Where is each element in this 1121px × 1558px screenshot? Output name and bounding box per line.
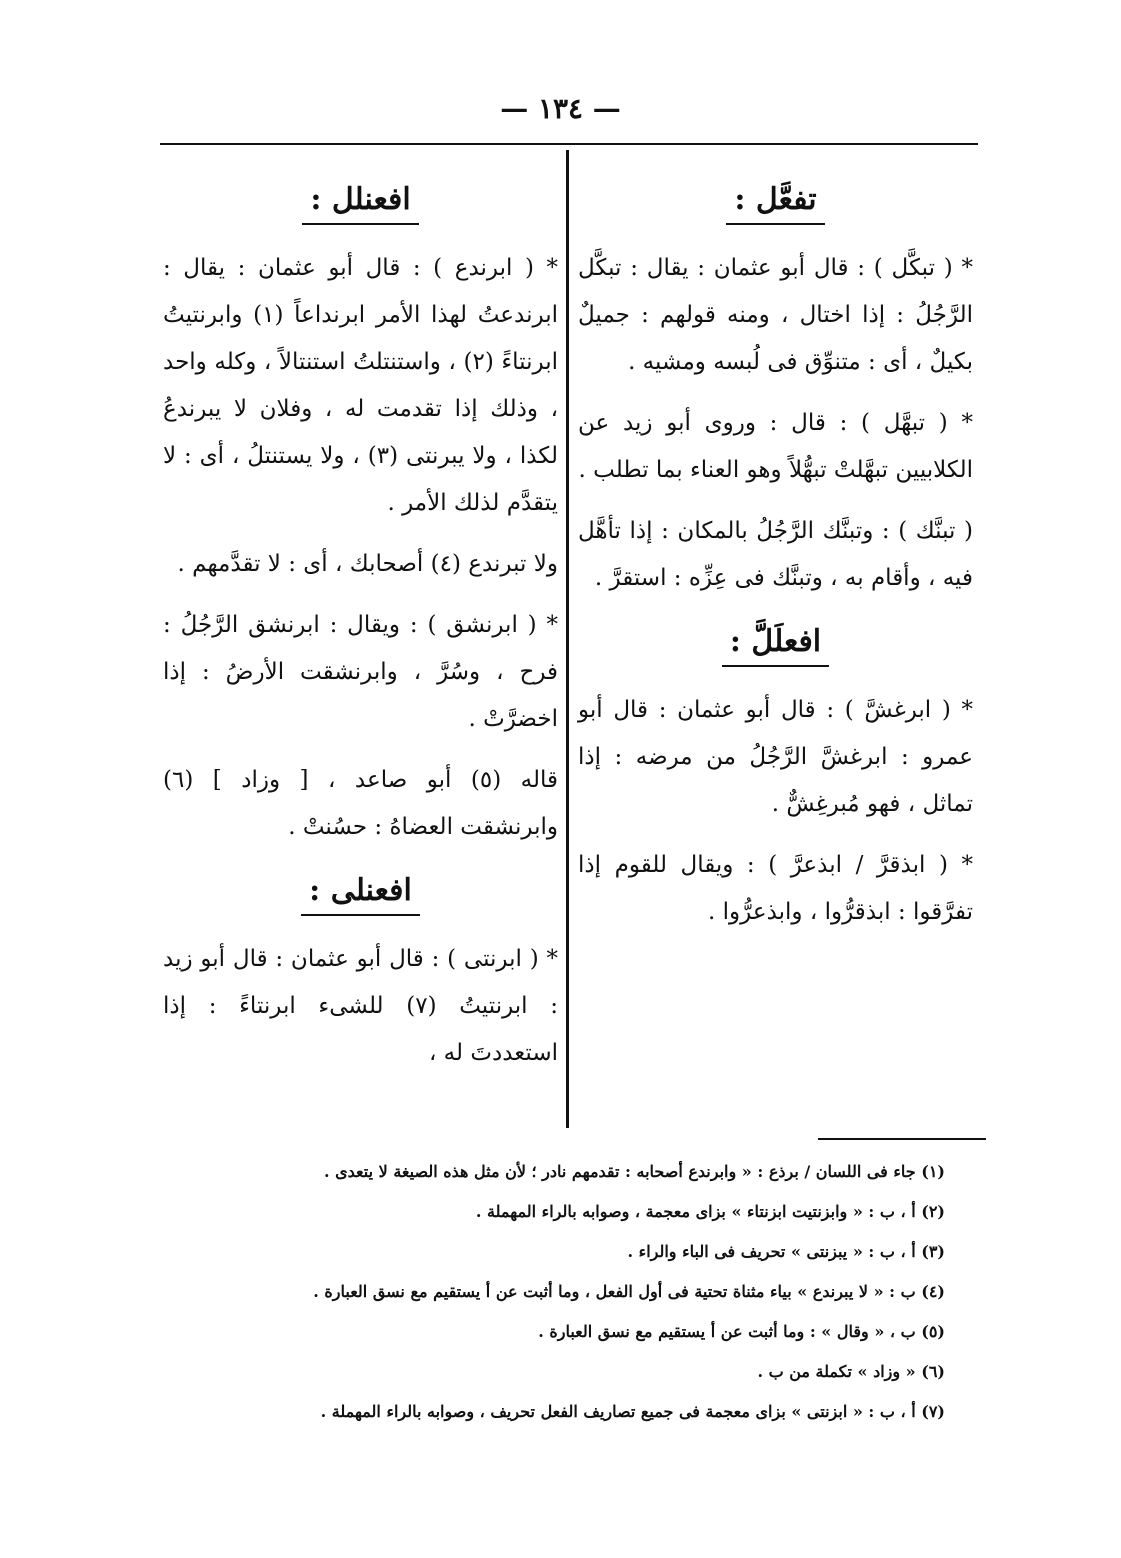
entry-tabrandaa: ولا تبرندع (٤) أصحابك ، أى : لا تقدَّمهم . — [177, 551, 558, 577]
column-divider — [566, 150, 569, 1128]
section-heading-tafaal: تفعَّل : — [578, 176, 973, 223]
entry-qalahu: قاله (٥) أبو صاعد ، [ وزاد ] (٦) وابرنشقت العضاهُ : حسُنتْ . — [163, 767, 558, 840]
page-number: — ١٣٤ — — [500, 92, 621, 125]
right-column — [578, 160, 973, 950]
footnote-6: (٦) « وزاد » تكملة من ب . — [757, 1362, 945, 1381]
entry-tabahhal: * ( تبهَّل ) : قال : وروى أبو زيد عن الكلابيين تبهَّلتْ تبهُّلاً وهو العناء بما تطلب . — [578, 410, 973, 483]
entry-ibdhaqarr: * ( ابذقرَّ / ابذعرَّ ) : ويقال للقوم إذا تفرَّقوا : ابذقرُّوا ، وابذعرُّوا . — [578, 852, 973, 925]
footnote-3: (٣) أ ، ب : « يبزنتى » تحريف فى الباء والراء . — [627, 1242, 945, 1261]
footnote-7: (٧) أ ، ب : « ابزنتى » بزاى معجمة فى جميع تصاريف الفعل تحريف ، وصوابه بالراء المهملة . — [320, 1402, 945, 1421]
entry-ibranta: * ( ابرنتى ) : قال أبو عثمان : قال أبو زيد : ابرنتيتُ (٧) للشىء ابرنتاءً : إذا استعددتَ له ، — [163, 946, 558, 1066]
header-rule — [160, 143, 978, 145]
section-heading-ifanlal: افعنلل : — [163, 176, 558, 223]
footnote-2: (٢) أ ، ب : « وابزنتيت ابزنتاء » بزاى معجمة ، وصوابه بالراء المهملة . — [475, 1202, 945, 1221]
entry-tabannak: ( تبنَّك ) : وتبنَّك الرَّجُلُ بالمكان : إذا تأهَّل فيه ، وأقام به ، وتبنَّك فى عِزِّه : استقرَّ . — [578, 518, 973, 591]
entry-tabakkal: * ( تبكَّل ) : قال أبو عثمان : يقال : تبكَّل الرَّجُلُ : إذا اختال ، ومنه قولهم : جميلٌ بكيلٌ ، أى : متنوِّق فى لُبسه ومشيه . — [578, 255, 973, 375]
entry-ibrandaa: * ( ابرندع ) : قال أبو عثمان : يقال : ابرندعتُ لهذا الأمر ابرنداعاً (١) وابرنتيتُ ابرنتاءً (٢) ، واستنتلتُ استنتالاً ، وكله واحد ، وذلك إذا تقدمت له ، وفلان لا يبرندعُ لكذا ، ولا يبرنتى (٣) ، ولا يستنتلُ ، أى : لا يتقدَّم لذلك الأمر . — [163, 255, 559, 516]
footnote-4: (٤) ب : « لا يبرندع » بياء مثناة تحتية فى أول الفعل ، وما أثبت عن أ يستقيم مع نسق العبارة . — [313, 1282, 945, 1301]
footnote-rule — [818, 1138, 986, 1140]
left-column — [163, 160, 558, 1091]
section-heading-ifanla: افعنلى : — [163, 867, 558, 914]
footnote-1: (١) جاء فى اللسان / برذع : « وابرندع أصحابه : تقدمهم نادر ؛ لأن مثل هذه الصيغة لا يتعدى . — [323, 1162, 945, 1181]
footnotes — [200, 1152, 945, 1432]
footnote-5: (٥) ب ، « وقال » : وما أثبت عن أ يستقيم مع نسق العبارة . — [538, 1322, 945, 1341]
entry-ibranshaq: * ( ابرنشق ) : ويقال : ابرنشق الرَّجُلُ : فرح ، وسُرَّ ، وابرنشقت الأرضُ : إذا اخضرَّتْ . — [163, 612, 558, 732]
section-heading-ifalall: افعلَلَّ : — [578, 618, 973, 665]
entry-ibraghash: * ( ابرغشَّ ) : قال أبو عثمان : قال أبو عمرو : ابرغشَّ الرَّجُلُ من مرضه : إذا تماثل ، فهو مُبرغِشٌّ . — [578, 697, 973, 817]
